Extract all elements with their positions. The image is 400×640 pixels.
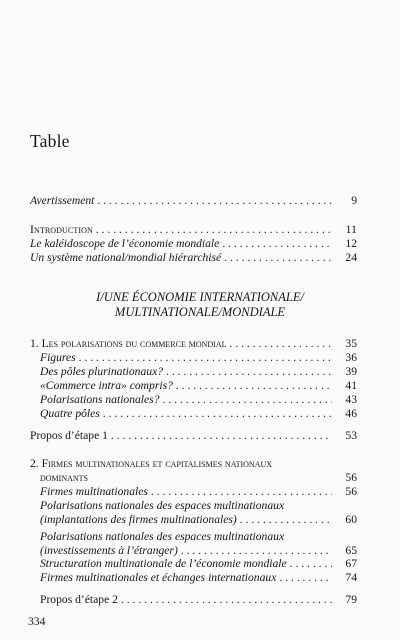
- toc-entry-label: Le kaléidoscope de l’économie mondiale: [30, 237, 220, 250]
- toc-entry-label: Des pôles plurinationaux?: [40, 365, 164, 378]
- leader-dots: [176, 379, 332, 393]
- toc-page-number: 9: [351, 194, 357, 207]
- toc-entry-kaleidoscope: [30, 237, 357, 251]
- leader-dots: [151, 485, 332, 499]
- leader-dots: [290, 557, 332, 571]
- leader-dots: [222, 237, 332, 251]
- toc-page-number: 24: [345, 251, 357, 264]
- toc-entry-label: Un système national/mondial hiérarchisé: [30, 251, 222, 264]
- chapter-title: 1. Les polarisations du commerce mondial: [30, 337, 227, 350]
- leader-dots: [166, 365, 332, 379]
- leader-dots: [111, 429, 332, 443]
- toc-page-number: 35: [345, 337, 357, 350]
- chapter-2-title-line-1: 2. Firmes multinationales et capitalismes nationaux: [30, 457, 273, 470]
- toc-entry-avertissement: [30, 194, 357, 208]
- chapter-title: dominants: [40, 471, 88, 484]
- toc-entry-label: Propos d’étape 1: [30, 429, 108, 442]
- toc-entry-introduction: [30, 223, 357, 237]
- toc-page-number: 56: [345, 471, 357, 484]
- chapter-1-heading: [30, 337, 357, 351]
- toc-page-number: 43: [345, 393, 357, 406]
- leader-dots: [121, 593, 332, 607]
- leader-dots: [97, 194, 332, 208]
- toc-entry-label: (investissements à l’étranger): [40, 544, 178, 557]
- toc-entry-label: Quatre pôles: [40, 407, 100, 420]
- toc-entry-polarisations-nationales: [40, 393, 357, 407]
- toc-page-number: 12: [345, 237, 357, 250]
- toc-page-number: 53: [345, 429, 357, 442]
- toc-page-number: 36: [345, 351, 357, 364]
- toc-entry-label: (implantations des firmes multinationales): [40, 513, 237, 526]
- toc-entry-implantations-line-1: Polarisations nationales des espaces multinationaux: [40, 499, 285, 512]
- chapter-2-heading: [40, 471, 357, 485]
- toc-entry-label: Firmes multinationales: [40, 485, 148, 498]
- folio-page-number: 334: [28, 615, 46, 628]
- toc-entry-investissements-line-1: Polarisations nationales des espaces multinationaux: [40, 530, 285, 543]
- toc-page-number: 39: [345, 365, 357, 378]
- toc-page-number: 74: [345, 571, 357, 584]
- toc-page-number: 60: [345, 513, 357, 526]
- toc-entry-figures: [40, 351, 357, 365]
- toc-entry-investissements: [40, 544, 357, 558]
- leader-dots: [181, 544, 332, 558]
- toc-entry-commerce-intra: [40, 379, 357, 393]
- toc-page-number: 79: [345, 593, 357, 606]
- toc-entry-label: Polarisations nationales?: [40, 393, 160, 406]
- leader-dots: [163, 393, 333, 407]
- toc-page-number: 56: [345, 485, 357, 498]
- leader-dots: [96, 223, 332, 237]
- toc-page-number: 46: [345, 407, 357, 420]
- leader-dots: [103, 407, 332, 421]
- leader-dots: [79, 351, 332, 365]
- toc-page-number: 41: [345, 379, 357, 392]
- part-heading-line-1: I/UNE ÉCONOMIE INTERNATIONALE/: [96, 290, 304, 304]
- toc-entry-systeme: [30, 251, 357, 265]
- leader-dots: [240, 513, 332, 527]
- toc-entry-propos-2: [40, 593, 357, 607]
- toc-entry-label: Structuration multinationale de l’économie mondiale: [40, 557, 287, 570]
- toc-entry-label: Figures: [40, 351, 76, 364]
- toc-entry-structuration: [40, 557, 357, 571]
- leader-dots: [230, 337, 332, 351]
- toc-entry-label: Avertissement: [30, 194, 95, 207]
- toc-entry-label: Introduction: [30, 223, 93, 236]
- toc-entry-implantations: [40, 513, 357, 527]
- toc-page-number: 65: [345, 544, 357, 557]
- toc-entry-propos-1: [30, 429, 357, 443]
- toc-entry-label: Firmes multinationales et échanges internationaux: [40, 571, 277, 584]
- toc-entry-label: Propos d’étape 2: [40, 593, 118, 606]
- part-heading-line-2: MULTINATIONALE/MONDIALE: [114, 305, 286, 319]
- toc-entry-firmes-multinationales: [40, 485, 357, 499]
- toc-entry-echanges: [40, 571, 357, 585]
- leader-dots: [279, 571, 332, 585]
- page-title: Table: [30, 131, 70, 151]
- leader-dots: [224, 251, 332, 265]
- toc-entry-quatre-poles: [40, 407, 357, 421]
- toc-entry-label: «Commerce intra» compris?: [40, 379, 173, 392]
- toc-page-number: 67: [345, 557, 357, 570]
- toc-page-number: 11: [345, 223, 357, 236]
- toc-entry-poles-plurinationaux: [40, 365, 357, 379]
